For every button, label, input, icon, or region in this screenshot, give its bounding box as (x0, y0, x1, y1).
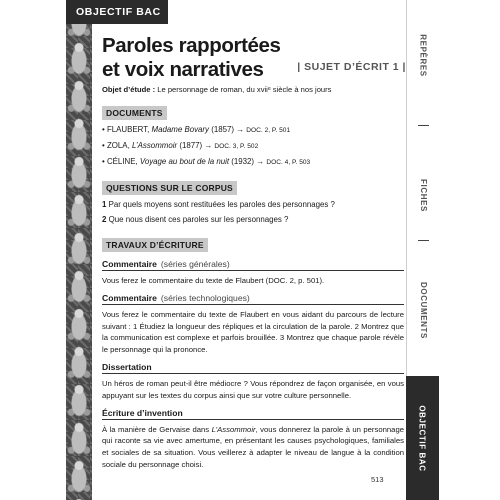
objet-etude (102, 85, 404, 94)
sidebar-divider (418, 125, 429, 126)
document-work: Voyage au bout de la nuit (139, 157, 230, 166)
subheading-qualifier: (séries générales) (160, 259, 230, 269)
commentaire-generales-heading (102, 259, 404, 271)
subheading-qualifier: (séries technologiques) (160, 292, 250, 303)
invention-text-end: , vous donnerez la parole à un personnage qui raconte sa vie avec amertume, en présentant les causes psychologiques, familiales et sociales de sa situation. Vous veillerez à adapter le niveau de langue à la condition sociale du personnage choisi. (102, 424, 404, 469)
question-text: Par quels moyens sont restituées les paroles des personnages ? (106, 200, 335, 209)
objet-text: Le personnage de roman, du xviiᵉ siècle à nos jours (155, 85, 332, 94)
header-tab: OBJECTIF BAC (66, 0, 168, 24)
sidebar-tab-documents[interactable] (407, 270, 440, 350)
page-number: 513 (371, 475, 384, 484)
sidebar-tab-objectif-bac[interactable] (406, 376, 439, 500)
document-year: (1877) → (177, 141, 215, 150)
document-author: • CÉLINE, (102, 157, 140, 166)
dissertation-heading (102, 362, 404, 374)
dissertation-text: Un héros de roman peut-il être médiocre ? Vous répondrez de façon organisée, en vous appuyant sur les textes du corpus ainsi que sur votre culture personnelle. (102, 378, 404, 400)
document-author: • ZOLA, (102, 141, 132, 150)
title-block (102, 34, 404, 82)
subheading-label: Dissertation (102, 361, 152, 372)
objet-label: Objet d’étude : (102, 85, 156, 94)
document-work: L’Assommoir (131, 141, 178, 150)
sidebar-divider (418, 240, 429, 241)
sidebar-tab-label: DOCUMENTS (419, 281, 428, 339)
question-number: 1 (102, 200, 107, 209)
sidebar-tab-label: FICHES (419, 178, 428, 212)
invention-work-title: L’Assommoir (211, 424, 256, 434)
document-year: (1857) → (209, 125, 247, 134)
question-item (102, 199, 404, 211)
sidebar-tab-fiches[interactable] (407, 160, 440, 230)
sidebar-tab-reperes[interactable] (407, 20, 440, 90)
document-ref: DOC. 2, P. 501 (246, 127, 291, 134)
document-item (102, 140, 404, 153)
question-text: Que nous disent ces paroles sur les personnages ? (106, 215, 289, 224)
document-year: (1932) → (229, 157, 267, 166)
decorative-damask-band (66, 0, 92, 500)
question-number: 2 (102, 215, 107, 224)
commentaire-technologiques-heading (102, 293, 404, 305)
sidebar-tab-label: REPÈRES (419, 33, 428, 77)
subheading-label: Écriture d’invention (102, 407, 183, 418)
invention-text (102, 424, 404, 471)
question-item (102, 214, 404, 226)
document-item (102, 124, 404, 137)
subheading-label: Commentaire (102, 292, 157, 303)
questions-heading: QUESTIONS SUR LE CORPUS (102, 181, 237, 195)
documents-heading: DOCUMENTS (102, 106, 167, 120)
page-title-line-1: Paroles rapportées (102, 34, 281, 57)
commentaire-technologiques-text: Vous ferez le commentaire du texte de Flaubert en vous aidant du parcours de lecture suivant : 1 Étudiez la longueur des répliques et la circulation de la parole. 2 Montrez que la communication est complexe et parfois brouillée. 3 Montrez que chaque parole révèle le personnage qui la prononce. (102, 309, 404, 355)
commentaire-generales-text: Vous ferez le commentaire du texte de Flaubert (DOC. 2, p. 501). (102, 276, 325, 285)
document-ref: DOC. 3, P. 502 (214, 143, 259, 150)
travaux-heading: TRAVAUX D’ÉCRITURE (102, 238, 208, 252)
main-content (102, 34, 404, 471)
sujet-label: | SUJET D’ÉCRIT 1 | (297, 61, 406, 73)
document-ref: DOC. 4, P. 503 (266, 159, 311, 166)
document-item (102, 156, 404, 169)
page-title-line-2: et voix narratives (102, 58, 264, 81)
document-work: Madame Bovary (151, 125, 209, 134)
invention-text-start: À la manière de Gervaise dans (102, 424, 212, 434)
document-author: • FLAUBERT, (102, 125, 152, 134)
invention-heading (102, 408, 404, 420)
sidebar-tab-label: OBJECTIF BAC (418, 404, 428, 472)
subheading-label: Commentaire (102, 259, 157, 269)
